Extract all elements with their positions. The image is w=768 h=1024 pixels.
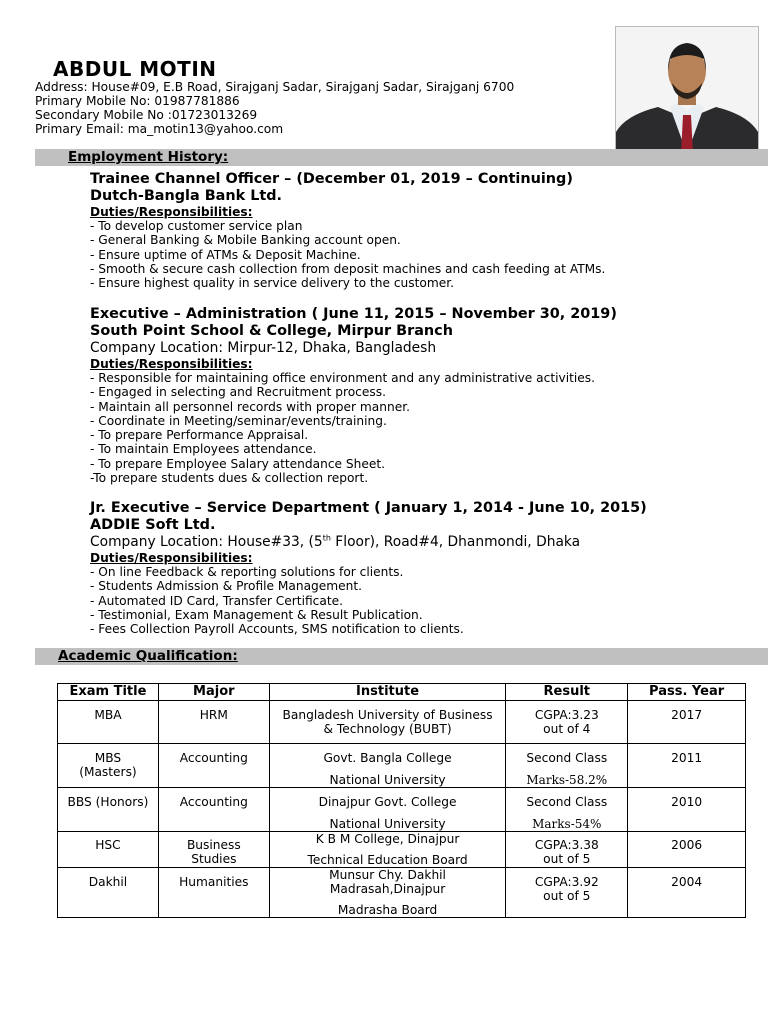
duty-item: - Ensure uptime of ATMs & Deposit Machine. xyxy=(90,247,361,262)
duty-item: - Smooth & secure cash collection from deposit machines and cash feeding at ATMs. xyxy=(90,261,606,276)
institute-cell: K B M College, Dinajpur Technical Education Board xyxy=(269,832,506,868)
year-cell: 2006 xyxy=(628,832,746,868)
primary-email: Primary Email: ma_motin13@yahoo.com xyxy=(35,122,284,136)
duties-heading: Duties/Responsibilities: xyxy=(90,205,253,219)
primary-mobile: Primary Mobile No: 01987781886 xyxy=(35,94,240,108)
duty-item: - Fees Collection Payroll Accounts, SMS notification to clients. xyxy=(90,622,464,637)
exam-cell: BBS (Honors) xyxy=(58,788,159,832)
employment-history-heading: Employment History: xyxy=(68,149,229,165)
year-cell: 2011 xyxy=(628,744,746,788)
major-cell: HRM xyxy=(158,701,269,744)
employment-history-band xyxy=(35,149,768,166)
job-title: Jr. Executive – Service Department ( January 1, 2014 - June 10, 2015) xyxy=(90,500,647,516)
duty-item: - Students Admission & Profile Management. xyxy=(90,579,363,594)
duty-item: - Testimonial, Exam Management & Result Publication. xyxy=(90,607,423,622)
job-entry xyxy=(90,500,750,636)
exam-cell: MBA xyxy=(58,701,159,744)
result-cell: Second Class Marks-58.2% xyxy=(506,744,628,788)
duties-heading: Duties/Responsibilities: xyxy=(90,357,253,371)
column-header: Result xyxy=(506,684,628,701)
duty-item: - Automated ID Card, Transfer Certificate. xyxy=(90,593,343,608)
job-company: ADDIE Soft Ltd. xyxy=(90,517,216,533)
job-title: Executive – Administration ( June 11, 2015 – November 30, 2019) xyxy=(90,306,617,322)
column-header: Institute xyxy=(269,684,506,701)
result-cell: CGPA:3.23 out of 4 xyxy=(506,701,628,744)
institute-cell: Bangladesh University of Business & Technology (BUBT) xyxy=(269,701,506,744)
job-entry xyxy=(90,306,750,485)
exam-cell: Dakhil xyxy=(58,868,159,918)
major-cell: Accounting xyxy=(158,744,269,788)
result-cell: CGPA:3.38 out of 5 xyxy=(506,832,628,868)
duty-item: - Engaged in selecting and Recruitment process. xyxy=(90,385,386,400)
duty-item: - On line Feedback & reporting solutions for clients. xyxy=(90,565,404,579)
year-cell: 2010 xyxy=(628,788,746,832)
academic-qualification-heading: Academic Qualification: xyxy=(58,648,238,664)
candidate-name: ABDUL MOTIN xyxy=(53,57,217,81)
duty-item: - To develop customer service plan xyxy=(90,219,303,233)
duty-item: - Maintain all personnel records with proper manner. xyxy=(90,399,410,414)
duty-item: - General Banking & Mobile Banking account open. xyxy=(90,233,401,248)
column-header: Pass. Year xyxy=(628,684,746,701)
institute-cell: Dinajpur Govt. College National University xyxy=(269,788,506,832)
job-title: Trainee Channel Officer – (December 01, 2019 – Continuing) xyxy=(90,171,573,187)
job-location: Company Location: House#33, (5th Floor), Road#4, Dhanmondi, Dhaka xyxy=(90,533,581,550)
column-header: Major xyxy=(158,684,269,701)
address-line: Address: House#09, E.B Road, Sirajganj Sadar, Sirajganj Sadar, Sirajganj 6700 xyxy=(35,80,515,94)
table-row xyxy=(58,832,746,868)
duty-item: - To prepare Performance Appraisal. xyxy=(90,428,309,443)
major-cell: Accounting xyxy=(158,788,269,832)
major-cell: Humanities xyxy=(158,868,269,918)
exam-cell: HSC xyxy=(58,832,159,868)
result-cell: CGPA:3.92 out of 5 xyxy=(506,868,628,918)
column-header: Exam Title xyxy=(58,684,159,701)
year-cell: 2004 xyxy=(628,868,746,918)
academic-table xyxy=(57,683,746,918)
duty-item: - Ensure highest quality in service delivery to the customer. xyxy=(90,276,454,291)
academic-qualification-band xyxy=(35,648,768,665)
major-cell: Business Studies xyxy=(158,832,269,868)
institute-cell: Munsur Chy. Dakhil Madrasah,Dinajpur Madrasha Board xyxy=(269,868,506,918)
duties-heading: Duties/Responsibilities: xyxy=(90,551,253,565)
table-row xyxy=(58,868,746,918)
duty-item: - To maintain Employees attendance. xyxy=(90,442,317,457)
duty-item: - Responsible for maintaining office environment and any administrative activities. xyxy=(90,371,595,385)
result-cell: Second Class Marks-54% xyxy=(506,788,628,832)
job-entry xyxy=(90,171,750,290)
year-cell: 2017 xyxy=(628,701,746,744)
institute-cell: Govt. Bangla College National University xyxy=(269,744,506,788)
job-location: Company Location: Mirpur-12, Dhaka, Bangladesh xyxy=(90,340,437,356)
table-row xyxy=(58,744,746,788)
duty-item: - Coordinate in Meeting/seminar/events/training. xyxy=(90,413,387,428)
job-company: South Point School & College, Mirpur Branch xyxy=(90,323,453,339)
job-company: Dutch-Bangla Bank Ltd. xyxy=(90,188,283,204)
exam-cell: MBS (Masters) xyxy=(58,744,159,788)
table-row xyxy=(58,701,746,744)
secondary-mobile: Secondary Mobile No :01723013269 xyxy=(35,108,258,122)
duty-item: -To prepare students dues & collection report. xyxy=(90,471,369,486)
profile-photo xyxy=(615,26,759,155)
table-header-row xyxy=(58,684,746,701)
duty-item: - To prepare Employee Salary attendance Sheet. xyxy=(90,456,386,471)
table-row xyxy=(58,788,746,832)
